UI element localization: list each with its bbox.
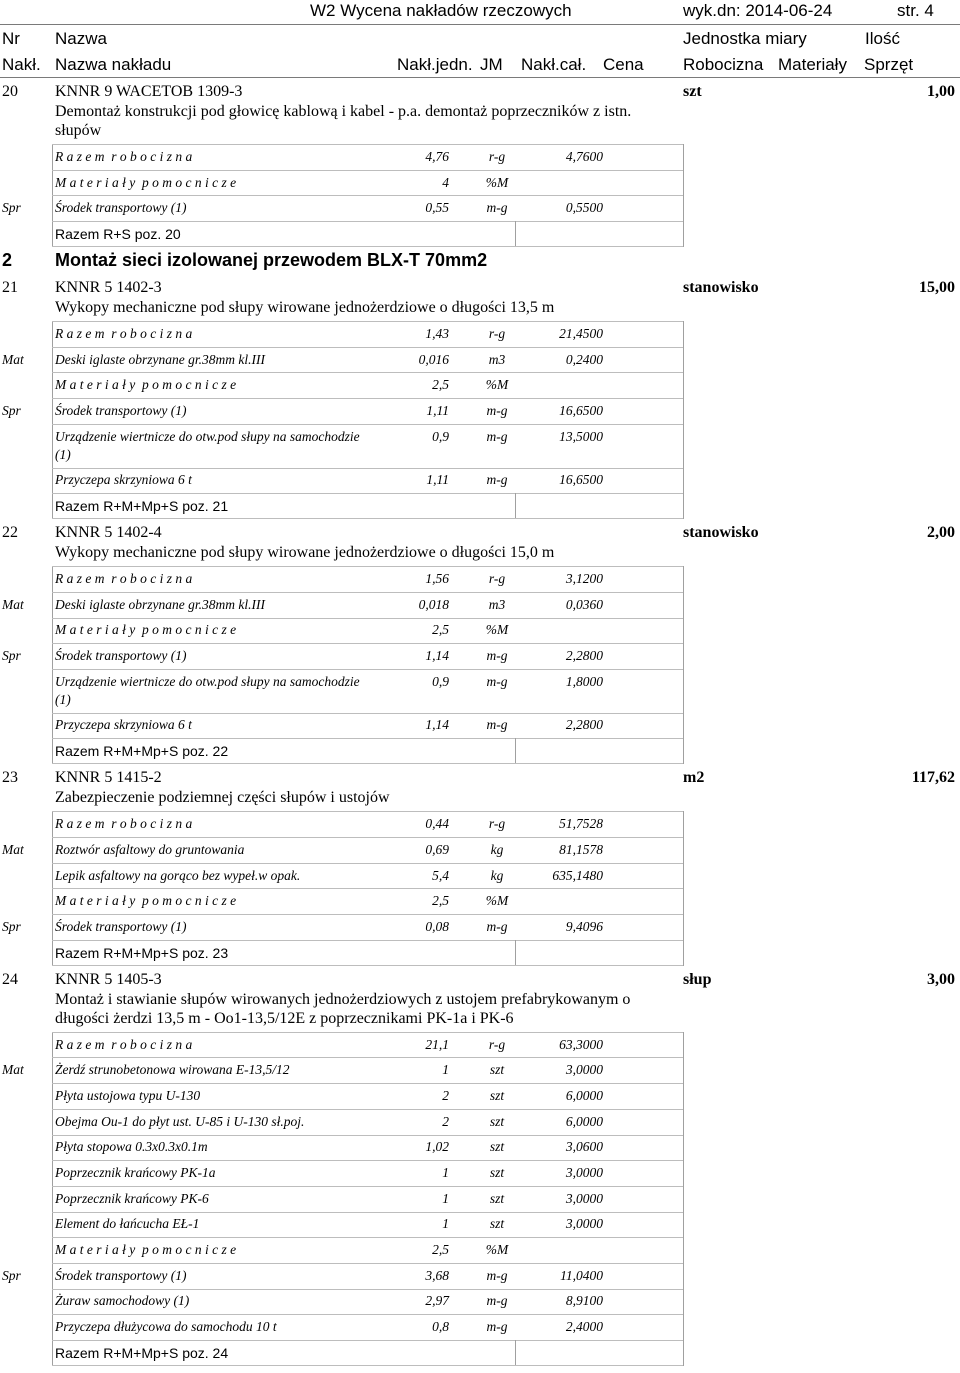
- unit-of-measure: m-g: [486, 717, 508, 733]
- unit-norm: 1,11: [426, 402, 449, 418]
- resource-name: Środek transportowy (1): [55, 200, 187, 216]
- col-robocizna: Robocizna: [683, 55, 764, 74]
- report-date: wyk.dn: 2014-06-24: [683, 1, 833, 20]
- resource-row: [0, 811, 960, 837]
- resource-name: Deski iglaste obrzynane gr.38mm kl.III: [55, 351, 265, 367]
- total-norm: 2,2800: [565, 648, 603, 664]
- item-header: [0, 82, 960, 102]
- resource-name: Przyczepa skrzyniowa 6 t: [55, 717, 192, 733]
- resource-name: Środek transportowy (1): [55, 402, 187, 418]
- resource-row: [0, 592, 960, 618]
- unit-of-measure: szt: [489, 1190, 505, 1206]
- unit-of-measure: m-g: [486, 1267, 508, 1283]
- estimate-body: [0, 78, 960, 1366]
- resource-row: [0, 1057, 960, 1083]
- unit-norm: 1,56: [425, 571, 449, 587]
- resource-row: [0, 1212, 960, 1238]
- total-norm: 16,6500: [559, 402, 603, 418]
- item-unit: stanowisko: [683, 524, 759, 542]
- resource-name: Lepik asfaltowy na gorąco bez wypeł.w opak.: [55, 867, 301, 883]
- resource-row: [0, 1109, 960, 1135]
- item-code: KNNR 5 1402-4: [55, 524, 162, 542]
- resource-name: Żuraw samochodowy (1): [55, 1293, 190, 1309]
- resource-row: [0, 468, 960, 494]
- estimate-item: [0, 966, 960, 1366]
- section-number: 2: [2, 250, 13, 271]
- unit-of-measure: m-g: [486, 402, 508, 418]
- unit-of-measure: szt: [489, 1139, 505, 1155]
- resource-group-label: Spr: [2, 648, 21, 664]
- unit-norm: 2: [442, 1087, 449, 1103]
- resource-name: Roztwór asfaltowy do gruntowania: [55, 841, 245, 857]
- total-norm: 16,6500: [559, 472, 603, 488]
- unit-of-measure: m-g: [486, 1293, 508, 1309]
- total-norm: 8,9100: [565, 1293, 603, 1309]
- total-norm: 51,7528: [559, 816, 603, 832]
- item-description-line: Wykopy mechaniczne pod słupy wirowane jednożerdziowe o długości 13,5 m: [55, 299, 555, 317]
- unit-norm: 4,76: [425, 148, 449, 164]
- unit-norm: 1: [442, 1216, 449, 1232]
- unit-of-measure: szt: [489, 1216, 505, 1232]
- resource-row: [0, 1237, 960, 1263]
- resource-row: [0, 669, 960, 713]
- resource-row: [0, 195, 960, 221]
- column-header-row-1: [0, 25, 960, 52]
- resource-name: M a t e r i a ł y p o m o c n i c z e: [55, 174, 237, 190]
- resource-name: Środek transportowy (1): [55, 918, 187, 934]
- col-nakl: Nakł.: [2, 55, 41, 74]
- resource-name: Poprzecznik krańcowy PK-1a: [55, 1165, 216, 1181]
- resource-group-label: Spr: [2, 918, 21, 934]
- cell-divider: [515, 738, 516, 764]
- item-resources: [0, 1032, 960, 1366]
- total-norm: 81,1578: [559, 841, 603, 857]
- item-number: 22: [2, 524, 18, 542]
- resource-name-line: Urządzenie wiertnicze do otw.pod słupy na samochodzie: [55, 673, 360, 689]
- resource-name: R a z e m r o b o c i z n a: [55, 1036, 193, 1052]
- page-header: [0, 0, 960, 25]
- total-norm: 6,0000: [565, 1113, 603, 1129]
- unit-of-measure: szt: [489, 1165, 505, 1181]
- col-cena: Cena: [603, 55, 644, 74]
- total-norm: 13,5000: [559, 428, 603, 444]
- col-nakl-cal: Nakł.cał.: [521, 55, 587, 74]
- unit-norm: 1,02: [425, 1139, 449, 1155]
- unit-of-measure: r-g: [488, 816, 506, 832]
- resource-row: [0, 837, 960, 863]
- item-summary-row: [0, 493, 960, 519]
- item-unit: słup: [683, 970, 712, 988]
- resource-row: [0, 347, 960, 373]
- resource-name: M a t e r i a ł y p o m o c n i c z e: [55, 622, 237, 638]
- col-jednostka-miary: Jednostka miary: [683, 29, 807, 48]
- item-number: 21: [2, 279, 18, 297]
- resource-row: [0, 1160, 960, 1186]
- unit-norm: 0,9: [432, 428, 449, 444]
- resource-name: M a t e r i a ł y p o m o c n i c z e: [55, 1242, 237, 1258]
- item-number: 20: [2, 83, 18, 100]
- item-resources: [0, 566, 960, 764]
- unit-norm: 0,8: [432, 1319, 449, 1335]
- unit-of-measure: m3: [488, 596, 506, 612]
- resource-group-label: Mat: [2, 841, 24, 857]
- unit-norm: 0,08: [425, 918, 449, 934]
- total-norm: 3,0000: [565, 1165, 603, 1181]
- unit-of-measure: m-g: [486, 648, 508, 664]
- item-quantity: 2,00: [927, 524, 955, 542]
- estimate-item: [0, 78, 960, 247]
- item-code: KNNR 5 1405-3: [55, 970, 162, 988]
- total-norm: 3,0600: [565, 1139, 603, 1155]
- col-nakl-jedn: Nakł.jedn.: [397, 55, 473, 74]
- unit-of-measure: kg: [490, 867, 504, 883]
- col-nazwa: Nazwa: [55, 29, 107, 48]
- resource-name: Deski iglaste obrzynane gr.38mm kl.III: [55, 596, 265, 612]
- total-norm: 6,0000: [565, 1087, 603, 1103]
- report-title: W2 Wycena nakładów rzeczowych: [310, 1, 572, 20]
- total-norm: 0,5500: [565, 200, 603, 216]
- unit-norm: 1: [442, 1165, 449, 1181]
- resource-row: [0, 321, 960, 347]
- unit-of-measure: r-g: [488, 571, 506, 587]
- resource-row: [0, 713, 960, 739]
- unit-norm: 1,14: [425, 717, 449, 733]
- unit-norm: 3,68: [425, 1267, 449, 1283]
- item-quantity: 3,00: [927, 970, 955, 988]
- item-resources: [0, 321, 960, 519]
- item-summary-label: Razem R+M+Mp+S poz. 22: [55, 743, 229, 760]
- item-quantity: 117,62: [911, 769, 955, 787]
- item-number: 24: [2, 970, 18, 988]
- unit-norm: 0,9: [432, 673, 449, 689]
- unit-norm: 2,5: [432, 377, 449, 393]
- item-quantity: 1,00: [927, 83, 955, 100]
- resource-row: [0, 1083, 960, 1109]
- item-header: [0, 970, 960, 990]
- resource-row: [0, 863, 960, 889]
- resource-name-line: (1): [55, 446, 71, 462]
- item-header: [0, 523, 960, 543]
- item-quantity: 15,00: [919, 279, 955, 297]
- unit-norm: 2,5: [432, 1242, 449, 1258]
- resource-name: R a z e m r o b o c i z n a: [55, 816, 193, 832]
- item-number: 23: [2, 769, 18, 787]
- item-description-line: Zabezpieczenie podziemnej części słupów i ustojów: [55, 789, 390, 807]
- total-norm: 3,1200: [565, 571, 603, 587]
- unit-norm: 2: [442, 1113, 449, 1129]
- resource-row: [0, 1186, 960, 1212]
- item-code: KNNR 5 1415-2: [55, 769, 162, 787]
- total-norm: 3,0000: [565, 1190, 603, 1206]
- resource-row: [0, 1263, 960, 1289]
- unit-norm: 21,1: [425, 1036, 449, 1052]
- unit-of-measure: m-g: [486, 1319, 508, 1335]
- resource-name: M a t e r i a ł y p o m o c n i c z e: [55, 377, 237, 393]
- unit-norm: 2,5: [432, 622, 449, 638]
- col-ilosc: Ilość: [865, 29, 900, 48]
- unit-norm: 0,55: [425, 200, 449, 216]
- item-summary-row: [0, 738, 960, 764]
- unit-norm: 1,14: [425, 648, 449, 664]
- resource-row: [0, 1289, 960, 1315]
- resource-name: Obejma Ou-1 do płyt ust. U-85 i U-130 sł.poj.: [55, 1113, 305, 1129]
- cell-divider: [515, 493, 516, 519]
- item-code: KNNR 5 1402-3: [55, 279, 162, 297]
- unit-norm: 2,5: [432, 893, 449, 909]
- unit-norm: 1: [442, 1062, 449, 1078]
- total-norm: 21,4500: [559, 325, 603, 341]
- total-norm: 0,0360: [565, 596, 603, 612]
- item-header: [0, 768, 960, 788]
- unit-norm: 0,016: [418, 351, 449, 367]
- resource-name: R a z e m r o b o c i z n a: [55, 571, 193, 587]
- unit-of-measure: m-g: [486, 428, 508, 444]
- unit-of-measure: szt: [489, 1062, 505, 1078]
- unit-of-measure: szt: [489, 1087, 505, 1103]
- item-summary-label: Razem R+S poz. 20: [55, 226, 181, 243]
- unit-norm: 1,43: [425, 325, 449, 341]
- item-description-line: Wykopy mechaniczne pod słupy wirowane jednożerdziowe o długości 15,0 m: [55, 544, 555, 562]
- total-norm: 2,4000: [565, 1319, 603, 1335]
- resource-name: Poprzecznik krańcowy PK-6: [55, 1190, 209, 1206]
- total-norm: 2,2800: [565, 717, 603, 733]
- unit-norm: 4: [442, 174, 449, 190]
- resource-name-line: Urządzenie wiertnicze do otw.pod słupy na samochodzie: [55, 428, 360, 444]
- section-header: [0, 247, 960, 274]
- col-materialy: Materiały: [778, 55, 847, 74]
- cell-divider: [515, 940, 516, 966]
- resource-row: [0, 618, 960, 644]
- total-norm: 63,3000: [559, 1036, 603, 1052]
- total-norm: 4,7600: [565, 148, 603, 164]
- item-description-line: Montaż i stawianie słupów wirowanych jednożerdziowych z ustojem prefabrykowanym o: [55, 990, 631, 1008]
- item-summary-row: [0, 940, 960, 966]
- unit-of-measure: %M: [485, 893, 509, 909]
- resource-name-line: (1): [55, 691, 71, 707]
- resource-row: [0, 914, 960, 940]
- column-header-row-2: [0, 52, 960, 78]
- col-nr: Nr: [2, 29, 20, 48]
- item-unit: szt: [683, 83, 702, 100]
- resource-row: [0, 144, 960, 170]
- resource-name: Płyta stopowa 0.3x0.3x0.1m: [55, 1139, 208, 1155]
- unit-of-measure: m-g: [486, 918, 508, 934]
- item-summary-row: [0, 221, 960, 247]
- unit-norm: 0,69: [425, 841, 449, 857]
- unit-of-measure: kg: [490, 841, 504, 857]
- unit-of-measure: m-g: [486, 200, 508, 216]
- resource-name: Środek transportowy (1): [55, 648, 187, 664]
- total-norm: 3,0000: [565, 1216, 603, 1232]
- total-norm: 11,0400: [560, 1267, 603, 1283]
- resource-group-label: Spr: [2, 200, 21, 216]
- resource-name: Przyczepa skrzyniowa 6 t: [55, 472, 192, 488]
- unit-of-measure: %M: [485, 174, 509, 190]
- estimate-item: [0, 274, 960, 519]
- total-norm: 0,2400: [565, 351, 603, 367]
- col-nazwa-nakladu: Nazwa nakładu: [55, 55, 172, 74]
- unit-of-measure: szt: [489, 1113, 505, 1129]
- estimate-item: [0, 519, 960, 764]
- unit-of-measure: r-g: [488, 325, 506, 341]
- item-resources: [0, 811, 960, 965]
- resource-row: [0, 170, 960, 196]
- unit-of-measure: m-g: [486, 472, 508, 488]
- total-norm: 3,0000: [565, 1062, 603, 1078]
- resource-name: Żerdź strunobetonowa wirowana E-13,5/12: [55, 1062, 290, 1078]
- unit-of-measure: r-g: [488, 148, 506, 164]
- item-description-line: słupów: [55, 122, 102, 139]
- resource-name: Element do łańcucha EŁ-1: [55, 1216, 200, 1232]
- unit-of-measure: r-g: [488, 1036, 506, 1052]
- resource-name: [55, 673, 360, 709]
- unit-of-measure: %M: [485, 377, 509, 393]
- col-sprzet: Sprzęt: [864, 55, 914, 74]
- resource-group-label: Spr: [2, 402, 21, 418]
- unit-of-measure: m-g: [486, 673, 508, 689]
- total-norm: 635,1480: [552, 867, 603, 883]
- cell-divider: [515, 221, 516, 247]
- item-description-line: długości żerdzi 13,5 m - Oo1-13,5/12E z poprzecznikami PK-1a i PK-6: [55, 1009, 514, 1027]
- estimate-item: [0, 764, 960, 965]
- unit-of-measure: %M: [485, 1242, 509, 1258]
- resource-group-label: Mat: [2, 351, 24, 367]
- item-summary-label: Razem R+M+Mp+S poz. 23: [55, 944, 229, 961]
- resource-name: Środek transportowy (1): [55, 1267, 187, 1283]
- item-summary-row: [0, 1340, 960, 1366]
- resource-name: M a t e r i a ł y p o m o c n i c z e: [55, 893, 237, 909]
- unit-norm: 1: [442, 1190, 449, 1206]
- unit-norm: 0,018: [418, 596, 449, 612]
- item-unit: m2: [683, 769, 705, 787]
- item-description-line: Demontaż konstrukcji pod głowicę kablową i kabel - p.a. demontaż poprzeczników z istn.: [55, 103, 632, 120]
- item-unit: stanowisko: [683, 279, 759, 297]
- unit-norm: 0,44: [425, 816, 449, 832]
- resource-row: [0, 398, 960, 424]
- total-norm: 1,8000: [565, 673, 603, 689]
- resource-row: [0, 1135, 960, 1161]
- resource-group-label: Mat: [2, 596, 24, 612]
- unit-norm: 5,4: [432, 867, 449, 883]
- item-code: KNNR 9 WACETOB 1309-3: [55, 83, 243, 100]
- resource-name: Płyta ustojowa typu U-130: [55, 1087, 201, 1103]
- resource-row: [0, 424, 960, 468]
- resource-group-label: Spr: [2, 1267, 21, 1283]
- item-resources: [0, 144, 960, 247]
- section-title: Montaż sieci izolowanej przewodem BLX-T 70mm2: [55, 250, 488, 271]
- resource-row: [0, 888, 960, 914]
- resource-group-label: Mat: [2, 1062, 24, 1078]
- unit-norm: 2,97: [425, 1293, 449, 1309]
- total-norm: 9,4096: [565, 918, 603, 934]
- resource-name: Przyczepa dłużycowa do samochodu 10 t: [55, 1319, 277, 1335]
- resource-row: [0, 1032, 960, 1058]
- page-number: str. 4: [897, 1, 934, 20]
- resource-name: [55, 428, 360, 464]
- unit-of-measure: m3: [488, 351, 506, 367]
- resource-name: R a z e m r o b o c i z n a: [55, 148, 193, 164]
- resource-row: [0, 566, 960, 592]
- item-header: [0, 278, 960, 298]
- unit-norm: 1,11: [426, 472, 449, 488]
- resource-row: [0, 372, 960, 398]
- item-summary-label: Razem R+M+Mp+S poz. 21: [55, 498, 229, 515]
- item-summary-label: Razem R+M+Mp+S poz. 24: [55, 1345, 229, 1361]
- col-jm: JM: [480, 55, 503, 74]
- resource-name: R a z e m r o b o c i z n a: [55, 325, 193, 341]
- unit-of-measure: %M: [485, 622, 509, 638]
- resource-row: [0, 1314, 960, 1340]
- resource-row: [0, 643, 960, 669]
- cell-divider: [515, 1340, 516, 1366]
